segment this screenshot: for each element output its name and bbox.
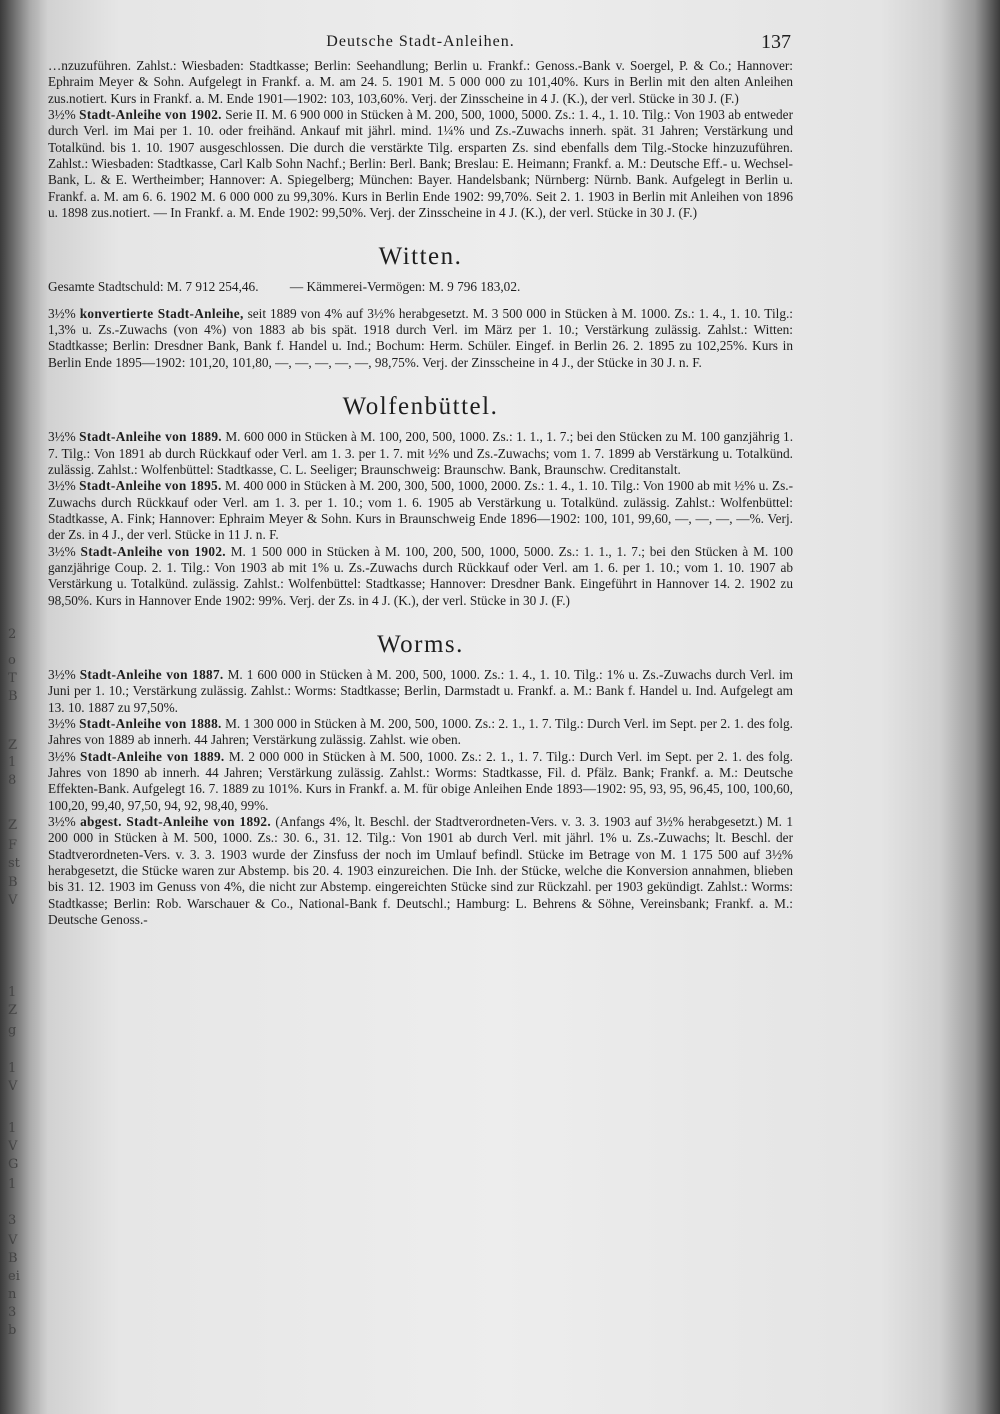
margin-fragment: 3: [8, 1213, 17, 1228]
loan-title: Stadt-Anleihe von 1889.: [80, 748, 225, 764]
loan-text: Serie II. M. 6 900 000 in Stücken à M. 200, 500, 1000, 5000. Zs.: 1. 4., 1. 10. Tilg.: Von 1903 ab entweder durch Verl. im Mai per 1. 10. oder freihänd. Ankauf mit jährl. mind. 1¼% und Zs.-Zuwachs innerh. spät. 31 Jahren; Verstärkung und Totalkünd. bis 1. 10. 1907 ausgeschlossen. Die durch die verstärkte Tilg. ersparten Zs. sind ebenfalls dem Tilg.-Stocke hinzuzuführen. Zahlst.: Wiesbaden: Stadtkasse, Carl Kalb Sohn Nachf.; Berlin: Berl. Bank; Breslau: E. Heimann; Frankf. a. M.: Deutsche Eff.- u. Wechsel-Bank, L. & E. Wertheimber; Hannover: A. Spiegelberg; München: Bayer. Handelsbank; Nürnberg: Nürnb. Bank. Aufgelegt in Berlin u. Frankf. a. M. am 6. 6. 1902 M. 6 000 000 zu 99,30%. Kurs in Berlin Ende 1902: 99,70%. Seit 2. 1. 1903 in Berlin mit Anleihen von 1896 u. 1898 zus.notiert. — In Frankf. a. M. Ende 1902: 99,50%. Verj. der Zinsscheine in 4 J. (K.), der verl. Stücke in 30 J. (F.): [48, 107, 794, 221]
margin-fragment: g: [8, 1023, 17, 1038]
page-body: [48, 30, 793, 928]
interest-rate: 3½%: [48, 478, 76, 494]
interest-rate: 3½%: [48, 429, 76, 445]
interest-rate: 3½%: [48, 107, 76, 123]
loan-entry: [48, 544, 793, 609]
margin-fragment: 8: [8, 773, 17, 788]
loan-text: M. 400 000 in Stücken à M. 200, 300, 500, 1000, 2000. Zs.: 1. 4., 1. 10. Tilg.: Von 1900 ab mit ½% u. Zs.-Zuwachs durch Rückkauf oder Verl. am 1. 3. per 1. 10.; vom 1. 6. 1905 ab Verstärkung u. Totalkünd. zulässig. Zahlst.: Wolfenbüttel: Stadtkasse, A. Fink; Hannover: Ephraim Meyer & Sohn. Kurs in Braunschweig Ende 1896—1902: 100, 101, 99,60, —, —, —, —%. Verj. der Zs. in 4 J., der verl. Stücke in 11 J. n. F.: [48, 478, 794, 543]
margin-fragment: T: [8, 671, 17, 686]
interest-rate: 3½%: [48, 543, 76, 559]
loan-entry: [48, 716, 793, 749]
loan-text: M. 1 600 000 in Stücken à M. 200, 500, 1000. Zs.: 1. 4., 1. 10. Tilg.: 1% u. Zs.-Zuwachs durch Verl. im Juni per 1. 10.; Verstärkung zulässig. Zahlst.: Worms: Stadtkasse; Berlin, Darmstadt u. Frankf. a. M.: Bank f. Handel u. Ind. Aufgelegt am 13. 10. 1887 zu 97,50%.: [48, 666, 794, 715]
margin-fragment: o: [8, 653, 16, 668]
loan-text: M. 2 000 000 in Stücken à M. 500, 1000. Zs.: 2. 1., 1. 7. Tilg.: Durch Verl. im Sept. per 2. 1. des folg. Jahres von 1890 ab innerh. 44 Jahren; Verstärkung zulässig. Zahlst.: Worms: Stadtkasse, Fil. d. Pfälz. Bank; Frankf. a. M.: Deutsche Effekten-Bank. Aufgelegt 16. 7. 1889 zu 101%. Kurs in Frankf. a. M. für obige Anleihen Ende 1893—1902: 95, 93, 95, 96,45, 100, 100,60, 100,20, 99,40, 97,50, 94, 92, 98,40, 99%.: [48, 748, 793, 813]
margin-fragment: V: [8, 893, 18, 908]
loan-text: M. 1 500 000 in Stücken à M. 100, 200, 500, 1000, 5000. Zs.: 1. 1., 1. 7.; bei den Stücken à M. 100 ganzjährige Coup. 2. 1. Tilg.: Von 1903 ab mit 1% u. Zs.-Zuwachs durch Rückkauf oder Verl. am 1. 6. per 1. 10.; vom 1. 10. 1907 ab Verstärkung u. Totalkünd. zulässig. Zahlst.: Wolfenbüttel: Stadtkasse; Hannover: Dresdner Bank. Eingeführt in Hannover 14. 2. 1902 zu 98,50%. Kurs in Hannover Ende 1902: 99%. Verj. der Zs. in 4 J. (K.), der verl. Stücke in 30 J. (F.): [48, 543, 793, 608]
city-heading-worms: Worms.: [377, 630, 464, 658]
page-number: 137: [761, 31, 791, 53]
margin-fragment: 1: [8, 755, 17, 770]
loan-title: konvertierte Stadt-Anleihe,: [79, 305, 244, 321]
margin-fragment: V: [8, 1139, 18, 1154]
margin-fragment: b: [8, 1323, 17, 1338]
interest-rate: 3½%: [48, 305, 76, 321]
margin-fragment: n: [8, 1287, 17, 1302]
loan-entry: [48, 478, 793, 543]
margin-fragment: B: [8, 689, 18, 704]
loan-title: Stadt-Anleihe von 1887.: [79, 666, 224, 682]
margin-fragment: 1: [8, 1061, 17, 1076]
running-title: Deutsche Stadt-Anleihen.: [326, 33, 515, 50]
margin-fragment: Z: [8, 818, 18, 833]
loan-entry: [48, 749, 793, 814]
loan-entry: [48, 306, 793, 371]
loan-entry: [48, 429, 793, 478]
page-header: [48, 30, 793, 58]
city-heading-wolfenbuettel: Wolfenbüttel.: [342, 393, 499, 421]
margin-fragment: G: [8, 1157, 19, 1172]
loan-text: M. 600 000 in Stücken à M. 100, 200, 500, 1000. Zs.: 1. 1., 1. 7.; bei den Stücken zu M. 100 ganzjährig 1. 7. Tilg.: Von 1891 ab durch Rückkauf oder Verl. am 1. 3. per 1. 7. mit ½% und Zs.-Zuwachs; vom 1. 7. 1899 ab Verstärkung u. Totalkünd. zulässig. Zahlst.: Wolfenbüttel: Stadtkasse, C. L. Seeliger; Braunschweig: Braunschw. Bank, Braunschw. Creditanstalt.: [48, 429, 794, 477]
margin-fragment: 3: [8, 1305, 17, 1320]
loan-title: Stadt-Anleihe von 1895.: [79, 478, 222, 494]
margin-fragment: 1: [8, 985, 17, 1000]
margin-fragment: 2: [8, 627, 17, 642]
loan-entry: [48, 107, 793, 221]
loan-title: Stadt-Anleihe von 1888.: [79, 715, 222, 731]
loan-entry: [48, 814, 793, 928]
margin-fragment: st: [8, 856, 20, 871]
margin-fragment: 1: [8, 1121, 17, 1136]
loan-title: Stadt-Anleihe von 1902.: [79, 107, 222, 123]
interest-rate: 3½%: [48, 748, 76, 764]
margin-fragment: 1: [8, 1177, 17, 1192]
margin-fragment: Z: [8, 738, 18, 753]
interest-rate: 3½%: [48, 715, 76, 731]
margin-fragment: B: [8, 1251, 18, 1266]
assets-total: — Kämmerei-Vermögen: M. 9 796 183,02.: [289, 279, 521, 295]
loan-title: abgest. Stadt-Anleihe von 1892.: [80, 814, 271, 830]
margin-fragment: V: [8, 1079, 18, 1094]
interest-rate: 3½%: [48, 666, 76, 682]
city-stats: [48, 279, 793, 295]
debt-total: Gesamte Stadtschuld: M. 7 912 254,46.: [48, 279, 259, 295]
loan-text: M. 1 300 000 in Stücken à M. 200, 500, 1000. Zs.: 2. 1., 1. 7. Tilg.: Durch Verl. im Sept. per 2. 1. des folg. Jahres von 1889 ab innerh. 44 Jahren; Verstärkung zulässig. Zahlst. wie oben.: [48, 715, 793, 748]
margin-fragment: ei: [8, 1269, 20, 1284]
margin-fragment: F: [8, 838, 18, 853]
intro-paragraph: …nzuzuführen. Zahlst.: Wiesbaden: Stadtkasse; Berlin: Seehandlung; Berlin u. Frankf.: Genoss.-Bank v. Soergel, P. & Co.; Hannover: Ephraim Meyer & Sohn. Aufgelegt in Frankf. a. M. am 24. 5. 1901 M. 5 000 000 zu 101,40%. Kurs in Berlin mit den alten Anleihen zus.notiert. Kurs in Frankf. a. M. Ende 1901—1902: 103, 103,60%. Verj. der Zinsscheine in 4 J. (K.), der verl. Stücke in 30 J. (F.): [48, 58, 793, 106]
loan-title: Stadt-Anleihe von 1889.: [79, 429, 222, 445]
loan-text: (Anfangs 4%, lt. Beschl. der Stadtverordneten-Vers. v. 3. 3. 1903 auf 3½% herabgesetzt.) M. 1 200 000 in Stücken à M. 500, 1000. Zs.: 30. 6., 31. 12. Tilg.: Von 1901 ab durch Verl. mit jährl. 1% u. Zs.-Zuwachs; lt. Beschl. der Stadtverordneten-Vers. v. 3. 3. 1903 wurde der Zinsfuss der noch im Umlauf befindl. Stücke im Betrage von M. 1 175 500 auf 3½% herabgesetzt, die Stücke waren zur Abstemp. bis 20. 4. 1903 einzureichen. Die Inh. der Stücke, welche die Konversion annahmen, blieben bis 31. 12. 1903 im Genuss von 4%, die nicht zur Abstemp. eingereichten Stücke sind zur Rückzahl. per 1903 gekündigt. Zahlst.: Worms: Stadtkasse; Berlin: Rob. Warschauer & Co., National-Bank f. Deutschl.; Hamburg: L. Behrens & Söhne, Vereinsbank; Frankf. a. M.: Deutsche Genoss.-: [48, 814, 793, 928]
margin-fragment: Z: [8, 1003, 18, 1018]
loan-text: seit 1889 von 4% auf 3½% herabgesetzt. M. 3 500 000 in Stücken à M. 1000. Zs.: 1. 4., 1. 10. Tilg.: 1,3% u. Zs.-Zuwachs (von 4%) von 1883 ab bis spät. 1918 durch Verl. im März per 1. 10.; Verstärkung zulässig. Zahlst.: Witten: Stadtkasse; Berlin: Dresdner Bank, Bank f. Handel u. Ind.; Bochum: Herm. Schüler. Eingef. in Berlin 26. 2. 1895 zu 102,25%. Kurs in Berlin Ende 1895—1902: 101,20, 101,80, —, —, —, —, —, 98,75%. Verj. der Zinsscheine in 4 J., der Stücke in 30 J. n. F.: [48, 305, 794, 370]
loan-title: Stadt-Anleihe von 1902.: [80, 543, 226, 559]
margin-fragment: V: [8, 1233, 18, 1248]
city-heading-witten: Witten.: [378, 243, 463, 271]
loan-entry: [48, 667, 793, 716]
margin-fragment: B: [8, 875, 18, 890]
interest-rate: 3½%: [48, 814, 76, 830]
